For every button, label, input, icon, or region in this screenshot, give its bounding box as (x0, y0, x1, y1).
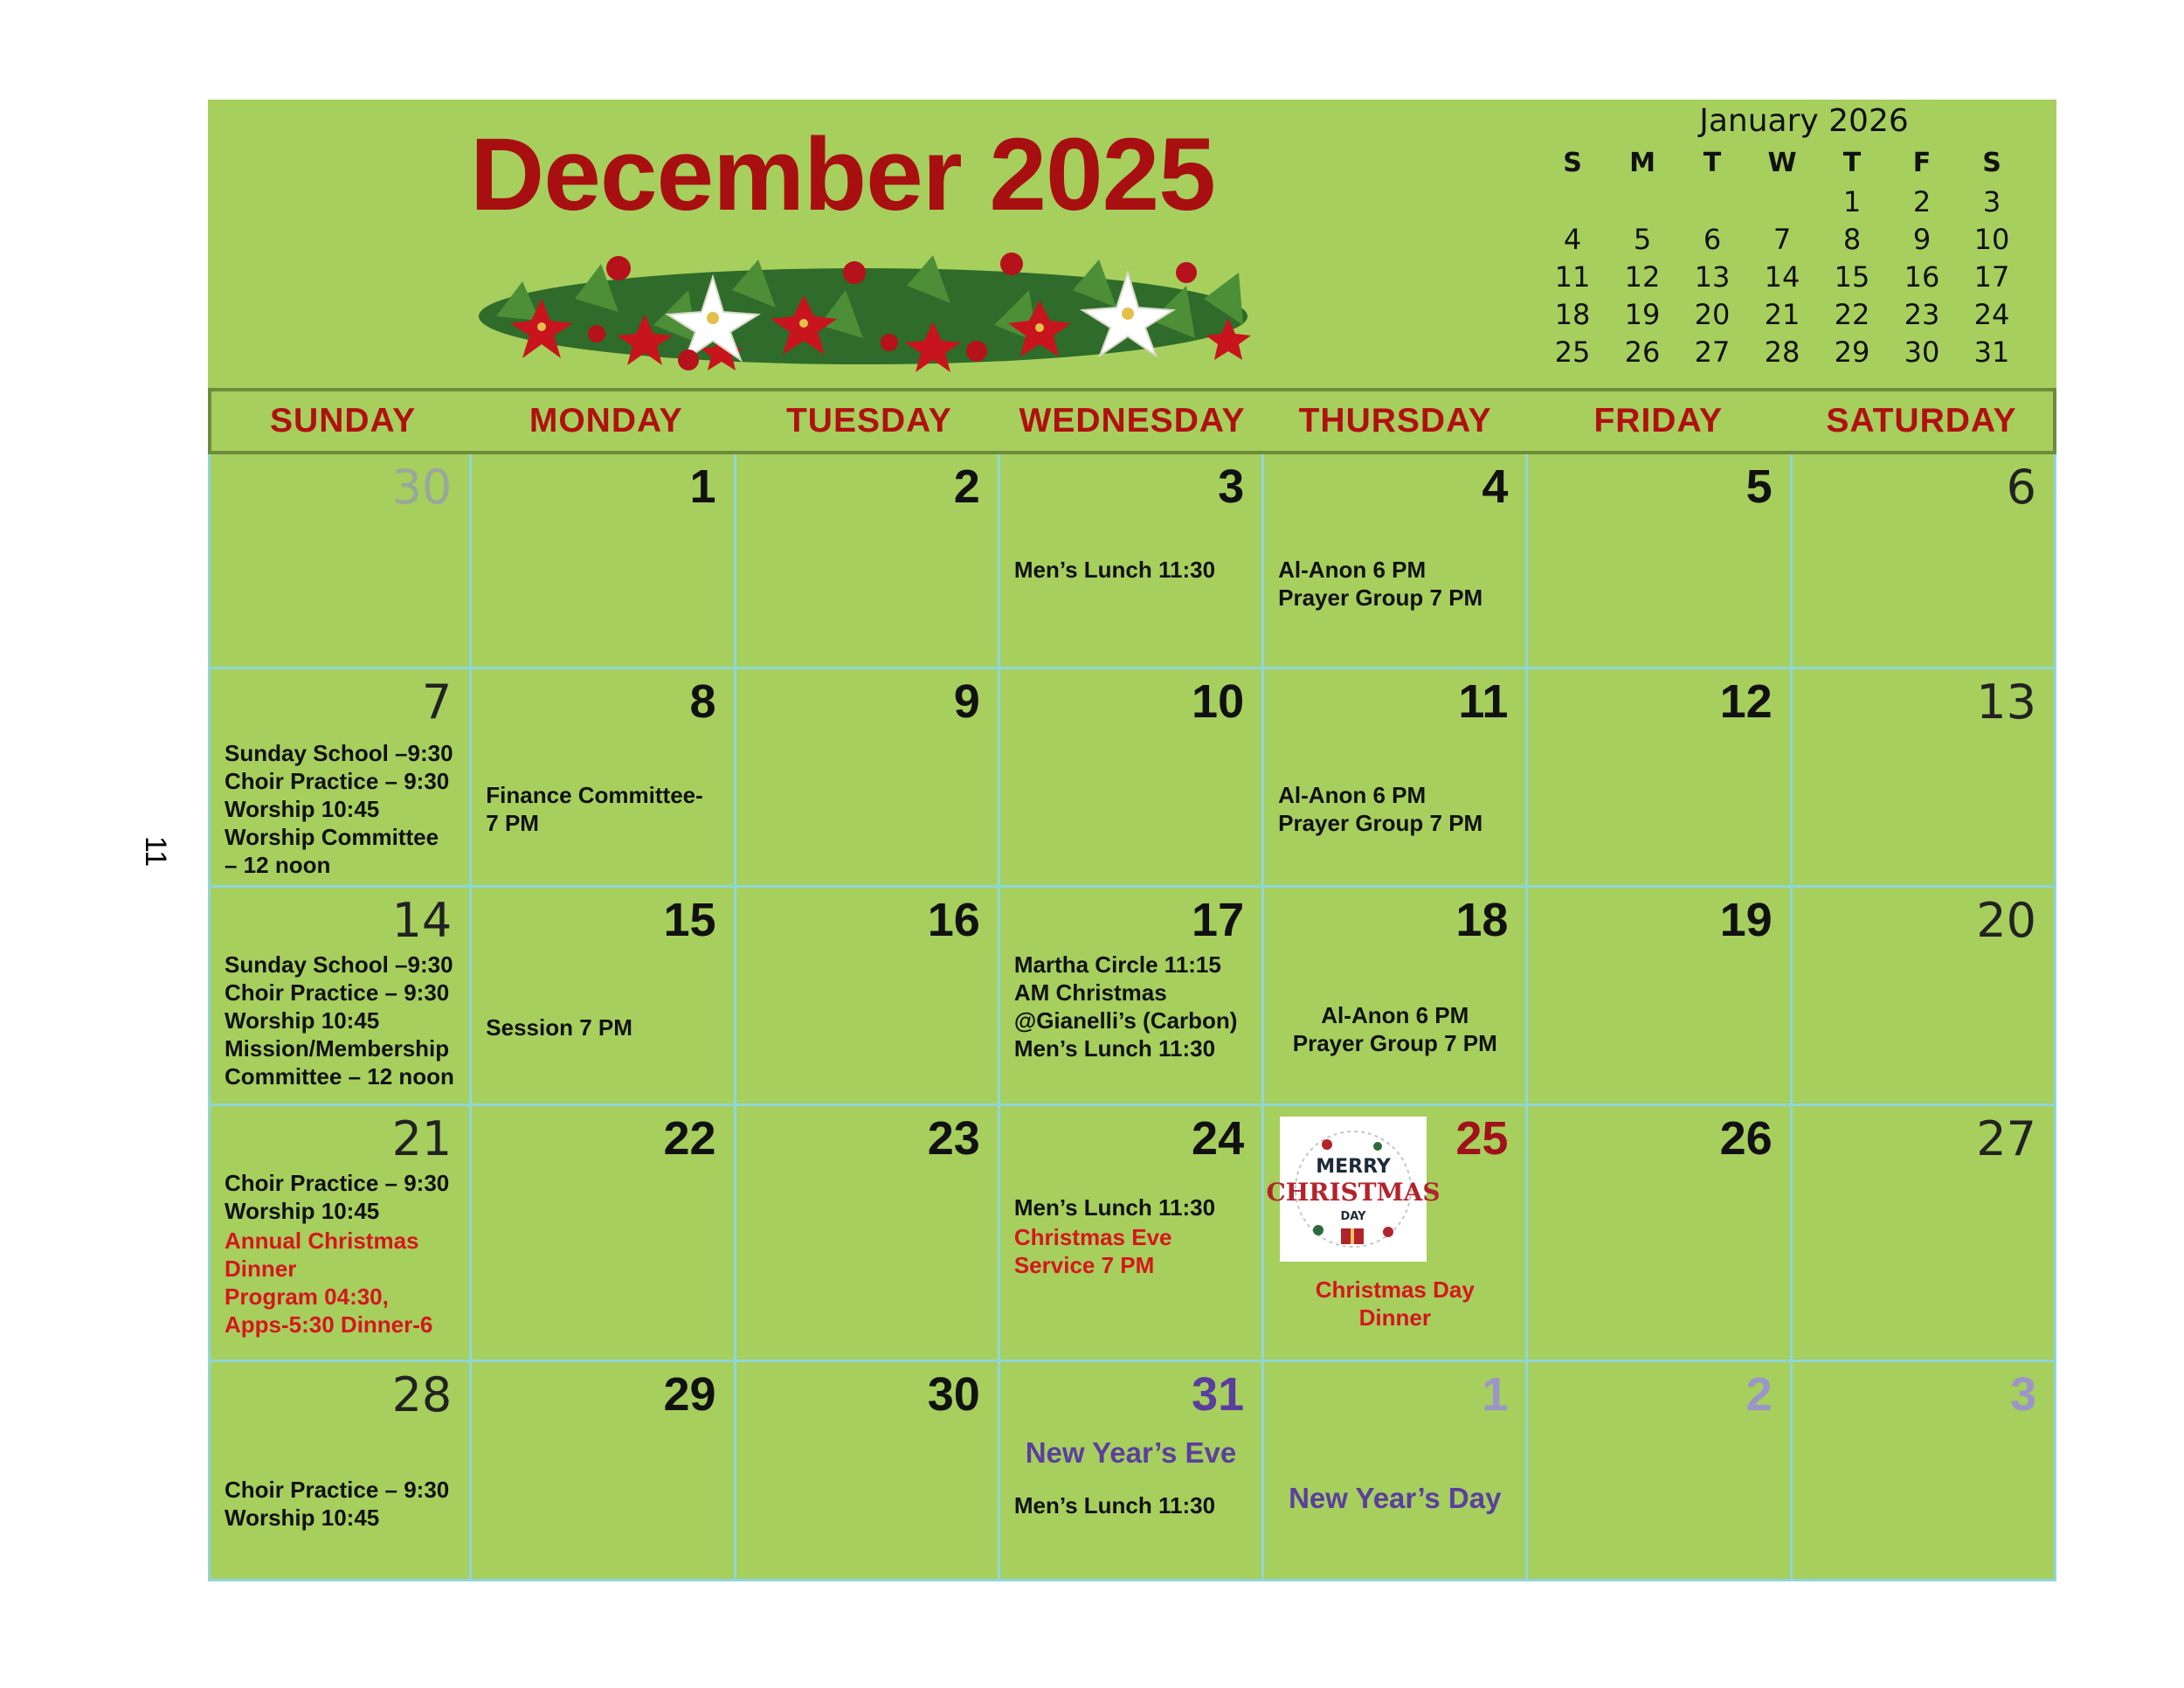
mini-calendar-day (1677, 183, 1747, 220)
event-item: Worship Committee (225, 824, 439, 850)
day-number: 30 (927, 1368, 980, 1421)
day-number: 1 (1482, 1368, 1509, 1421)
event-item: Al-Anon 6 PM (1278, 782, 1427, 808)
event-item: Worship 10:45 (225, 1198, 380, 1224)
special-event-item: Service 7 PM (1013, 1252, 1155, 1278)
day-cell (472, 454, 736, 669)
holiday-label: New Year’s Day (1289, 1482, 1502, 1514)
event-item: Men’s Lunch 11:30 (1013, 557, 1216, 583)
event-list (1014, 1193, 1215, 1221)
mini-calendar-day: 3 (1982, 185, 2001, 218)
event-item: Choir Practice – 9:30 (225, 1170, 450, 1196)
mini-calendar-day: 15 (1834, 260, 1870, 294)
day-cell (1528, 669, 1792, 888)
image-text-christmas: CHRISTMAS (1266, 1178, 1441, 1207)
event-item: Men’s Lunch 11:30 (1013, 1492, 1216, 1519)
day-cell (1528, 888, 1792, 1106)
calendar-page (208, 100, 2056, 1581)
event-item: Choir Practice – 9:30 (225, 979, 450, 1006)
special-event-list (1264, 1276, 1525, 1332)
event-list (1014, 1491, 1215, 1519)
event-list (1014, 951, 1238, 1062)
day-cell (1264, 1362, 1528, 1581)
mini-calendar-week (1538, 296, 2044, 333)
mini-calendar-day: 19 (1624, 298, 1661, 331)
event-item: Al-Anon 6 PM (1321, 1002, 1469, 1028)
mini-calendar-day: 6 (1703, 223, 1722, 256)
day-cell (1264, 669, 1528, 888)
mini-calendar-day: 14 (1764, 260, 1800, 294)
event-list (486, 781, 703, 837)
mini-calendar-day: 2 (1912, 185, 1932, 218)
merry-christmas-image (1266, 1117, 1441, 1262)
weekday-sunday: SUNDAY (270, 402, 417, 439)
event-item: 7 PM (486, 810, 539, 836)
mini-calendar-day (1607, 183, 1677, 220)
event-item: Mission/Membership (225, 1035, 450, 1062)
day-number: 6 (2006, 460, 2036, 515)
day-number: 21 (391, 1111, 453, 1166)
event-item: @Gianelli’s (Carbon) (1013, 1007, 1238, 1034)
weekday-header-row (208, 388, 2056, 454)
mini-calendar-day: 7 (1773, 223, 1792, 256)
weekday-saturday: SATURDAY (1826, 402, 2017, 439)
day-cell (1264, 454, 1528, 669)
mini-calendar-day: 13 (1694, 260, 1731, 294)
day-number: 11 (1458, 675, 1509, 728)
mini-weekday: F (1912, 148, 1932, 178)
mini-calendar-week (1538, 183, 2044, 220)
christmas-garland-image (470, 238, 1256, 386)
mini-calendar-day: 22 (1834, 298, 1870, 331)
special-event-item: Annual Christmas (225, 1228, 419, 1254)
day-number: 4 (1482, 460, 1509, 513)
day-number: 2 (1745, 1368, 1773, 1421)
mini-calendar-day: 27 (1694, 336, 1731, 369)
event-list (1264, 1001, 1525, 1057)
event-list (1278, 556, 1482, 612)
day-number: 31 (1192, 1368, 1245, 1421)
mini-calendar-day: 29 (1834, 336, 1870, 369)
day-number: 17 (1192, 894, 1245, 946)
day-number: 9 (953, 675, 980, 728)
mini-calendar-week (1538, 334, 2044, 370)
mini-calendar-day: 28 (1764, 336, 1800, 369)
day-number: 3 (2009, 1368, 2036, 1421)
event-item: Prayer Group 7 PM (1278, 585, 1483, 611)
day-number: 7 (421, 675, 453, 730)
day-cell (1793, 1362, 2056, 1581)
day-number: 14 (391, 893, 453, 948)
day-cell (1793, 1106, 2056, 1362)
mini-calendar-day: 5 (1633, 223, 1652, 256)
day-cell (736, 1362, 1000, 1581)
event-item: – 12 noon (225, 852, 331, 878)
event-item: Prayer Group 7 PM (1292, 1030, 1497, 1056)
day-cell (1528, 1362, 1792, 1581)
mini-calendar-day: 9 (1912, 223, 1932, 256)
day-cell (1000, 1106, 1264, 1362)
mini-calendar-day (1747, 183, 1817, 220)
day-number: 19 (1719, 894, 1773, 946)
special-event-item: Program 04:30, (225, 1283, 389, 1310)
mini-calendar-day: 10 (1973, 223, 2010, 256)
event-item: Sunday School –9:30 (225, 951, 453, 978)
mini-weekday: T (1703, 148, 1722, 178)
weekday-wednesday: WEDNESDAY (1019, 402, 1246, 439)
day-cell (1793, 888, 2056, 1106)
special-event-item: Christmas Day (1315, 1276, 1475, 1303)
day-cell (1000, 669, 1264, 888)
day-number: 27 (1976, 1111, 2036, 1166)
day-cell (208, 1362, 472, 1581)
day-number: 25 (1455, 1112, 1509, 1165)
event-list (225, 739, 453, 879)
day-cell (1264, 1106, 1528, 1362)
mini-calendar-day: 17 (1973, 260, 2010, 294)
day-number: 22 (663, 1112, 716, 1165)
holiday-label: New Year’s Eve (1025, 1436, 1237, 1469)
weekday-friday: FRIDAY (1593, 402, 1724, 439)
weekday-monday: MONDAY (529, 402, 683, 439)
weekday-tuesday: TUESDAY (785, 402, 952, 439)
event-list (225, 1169, 449, 1225)
event-item: Choir Practice – 9:30 (225, 1477, 450, 1503)
day-number: 15 (663, 894, 716, 946)
mini-calendar-day: 21 (1764, 298, 1800, 331)
image-text-merry: MERRY (1316, 1156, 1391, 1178)
day-number: 2 (953, 460, 980, 513)
day-cell (736, 1106, 1000, 1362)
day-cell (472, 669, 736, 888)
event-item: AM Christmas (1013, 979, 1167, 1006)
mini-weekday: W (1767, 148, 1797, 178)
event-item: Finance Committee- (486, 782, 703, 808)
day-cell (1264, 888, 1528, 1106)
event-item: Men’s Lunch 11:30 (1013, 1194, 1216, 1221)
day-cell (736, 888, 1000, 1106)
event-list (225, 951, 454, 1090)
day-number: 10 (1192, 675, 1245, 728)
event-item: Al-Anon 6 PM (1278, 557, 1427, 583)
day-number: 29 (663, 1368, 716, 1421)
image-text-day: DAY (1340, 1210, 1366, 1223)
day-number: 23 (927, 1112, 980, 1165)
mini-calendar-day: 18 (1554, 298, 1591, 331)
day-cell (208, 1106, 472, 1362)
special-event-item: Apps-5:30 Dinner-6 (225, 1311, 433, 1338)
day-number: 26 (1719, 1112, 1773, 1165)
mini-calendar-day: 20 (1694, 298, 1731, 331)
mini-calendar-day: 31 (1973, 336, 2010, 369)
event-item: Martha Circle 11:15 (1013, 951, 1221, 978)
mini-calendar-day: 12 (1624, 260, 1661, 294)
mini-calendar-day: 16 (1904, 260, 1940, 294)
day-cell (1793, 669, 2056, 888)
event-item: Men’s Lunch 11:30 (1013, 1035, 1216, 1062)
special-event-item: Dinner (225, 1256, 297, 1282)
day-cell (1000, 888, 1264, 1106)
day-cell (472, 1106, 736, 1362)
mini-calendar-day: 11 (1554, 260, 1591, 294)
day-number: 12 (1719, 675, 1773, 728)
day-number: 24 (1192, 1112, 1245, 1165)
day-cell (472, 888, 736, 1106)
event-item: Choir Practice – 9:30 (225, 768, 450, 794)
mini-weekday: S (1982, 148, 2001, 178)
event-item: Prayer Group 7 PM (1278, 810, 1483, 836)
mini-calendar-day: 1 (1842, 185, 1862, 218)
mini-calendar-day: 26 (1624, 336, 1661, 369)
mini-calendar-week (1538, 221, 2044, 258)
day-cell (472, 1362, 736, 1581)
event-list (1278, 781, 1482, 837)
event-item: Sunday School –9:30 (225, 740, 453, 766)
page-number: 11 (139, 835, 173, 868)
day-cell (1528, 454, 1792, 669)
mini-calendar-day: 8 (1842, 223, 1862, 256)
event-list (486, 1013, 632, 1041)
mini-weekday: M (1629, 148, 1655, 178)
day-cell (1793, 454, 2056, 669)
mini-calendar-day: 23 (1904, 298, 1940, 331)
mini-calendar-january-2026 (1538, 103, 2044, 369)
event-item: Committee – 12 noon (225, 1063, 454, 1090)
day-number: 30 (391, 460, 453, 515)
calendar-header (208, 100, 2056, 388)
special-event-list (1014, 1223, 1172, 1279)
month-title: December 2025 (470, 117, 1215, 232)
day-number: 18 (1455, 894, 1509, 946)
mini-calendar-day (1538, 183, 1607, 220)
event-item: Worship 10:45 (225, 796, 380, 822)
mini-calendar-day: 25 (1554, 336, 1591, 369)
special-event-item: Christmas Eve (1013, 1224, 1172, 1250)
day-cell (208, 669, 472, 888)
day-number: 28 (391, 1367, 453, 1422)
mini-calendar-day: 30 (1904, 336, 1940, 369)
day-number: 20 (1976, 893, 2036, 948)
day-number: 8 (689, 675, 716, 728)
event-list (1014, 556, 1215, 584)
day-cell (1528, 1106, 1792, 1362)
day-cell (1000, 1362, 1264, 1581)
day-cell (1000, 454, 1264, 669)
mini-calendar-title: January 2026 (1699, 103, 1909, 139)
special-event-list (225, 1227, 432, 1339)
event-list (225, 1476, 449, 1532)
mini-calendar-day: 24 (1973, 298, 2010, 331)
weekday-thursday: THURSDAY (1298, 402, 1492, 439)
mini-calendar-weekdays (1538, 145, 2044, 182)
event-item: Worship 10:45 (225, 1007, 380, 1034)
event-item: Worship 10:45 (225, 1505, 380, 1531)
day-number: 5 (1745, 460, 1773, 513)
mini-weekday: T (1842, 148, 1862, 178)
month-grid (208, 454, 2056, 1581)
day-number: 13 (1976, 675, 2036, 730)
special-event-item: Dinner (1358, 1304, 1431, 1331)
day-cell (736, 454, 1000, 669)
mini-weekday: S (1563, 148, 1582, 178)
day-number: 3 (1218, 460, 1245, 513)
day-cell (208, 454, 472, 669)
event-item: Session 7 PM (486, 1014, 632, 1041)
day-cell (208, 888, 472, 1106)
mini-calendar-day: 4 (1563, 223, 1582, 256)
day-number: 16 (927, 894, 980, 946)
day-cell (736, 669, 1000, 888)
day-number: 1 (689, 460, 716, 513)
mini-calendar-week (1538, 259, 2044, 295)
